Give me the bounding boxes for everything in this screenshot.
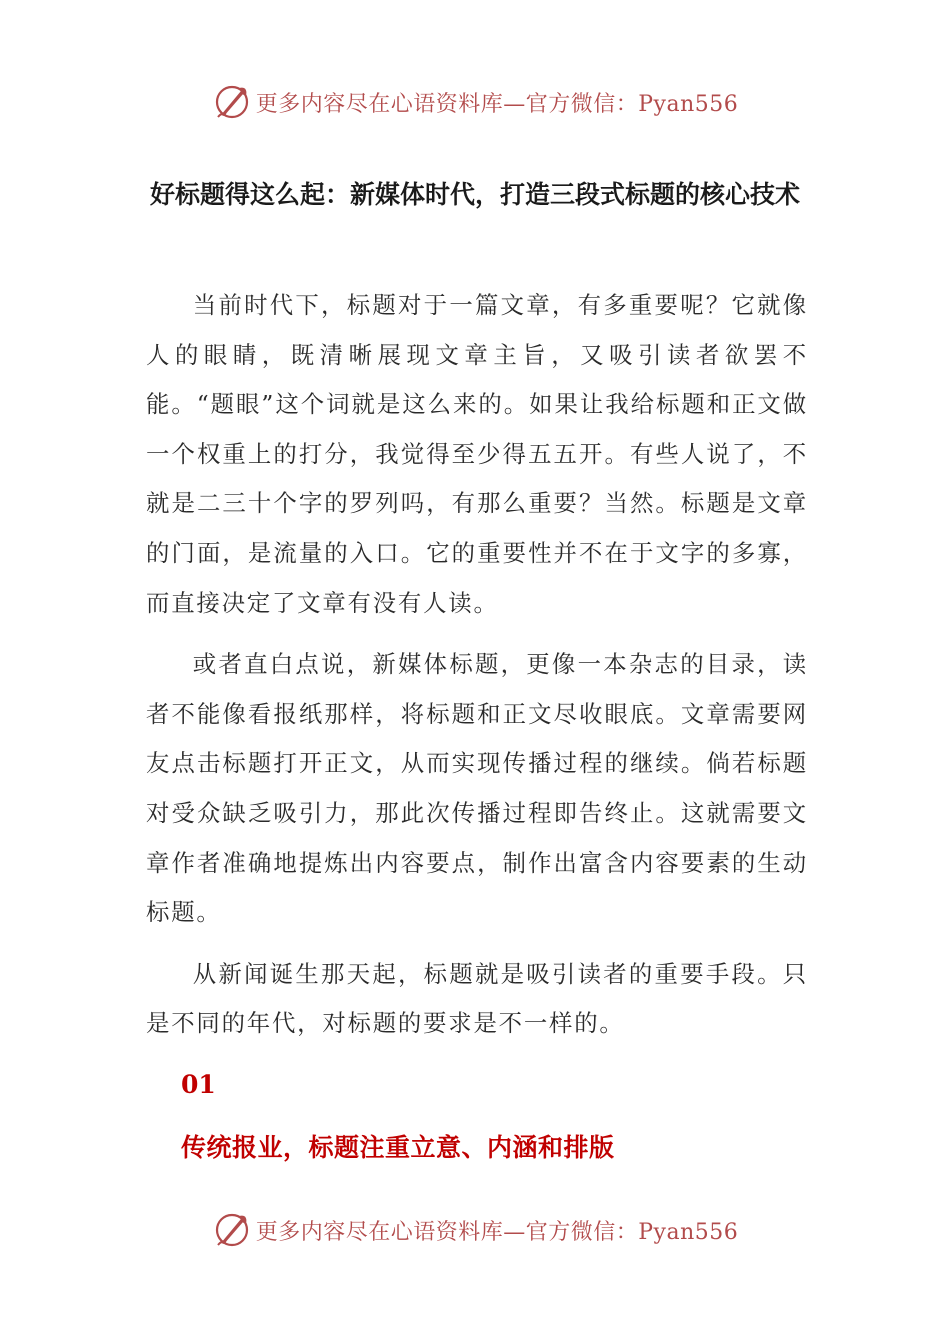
header-watermark-banner (0, 80, 950, 124)
footer-watermark-text: 更多内容尽在心语资料库—官方微信：Pyan556 (255, 1219, 739, 1245)
article-paragraph-1: 当前时代下，标题对于一篇文章，有多重要呢？它就像人的眼睛，既清晰展现文章主旨，又吸引读者欲罢不能。“题眼”这个词就是这么来的。如果让我给标题和正文做一个权重上的打分，我觉得至少得五五开。有些人说了，不就是二三十个字的罗列吗，有那么重要？当然。标题是文章的门面，是流量的入口。它的重要性并不在于文字的多寡，而直接决定了文章有没有人读。 (146, 291, 808, 617)
article-paragraph-2: 或者直白点说，新媒体标题，更像一本杂志的目录，读者不能像看报纸那样，将标题和正文尽收眼底。文章需要网友点击标题打开正文，从而实现传播过程的继续。倘若标题对受众缺乏吸引力，那此次传播过程即告终止。这就需要文章作者准确地提炼出内容要点，制作出富含内容要素的生动标题。 (146, 650, 808, 927)
article-paragraph-3: 从新闻诞生那天起，标题就是吸引读者的重要手段。只是不同的年代，对标题的要求是不一样的。 (146, 959, 808, 1038)
section-number: 01 (181, 1070, 216, 1099)
header-watermark-text: 更多内容尽在心语资料库—官方微信：Pyan556 (255, 91, 739, 117)
quill-pen-logo-icon (212, 82, 252, 122)
article-title: 好标题得这么起：新媒体时代，打造三段式标题的核心技术 (149, 180, 800, 209)
section-heading: 传统报业，标题注重立意、内涵和排版 (181, 1133, 615, 1162)
quill-pen-logo-icon (212, 1210, 252, 1250)
article-body (146, 281, 808, 1061)
footer-watermark-banner (0, 1208, 950, 1252)
